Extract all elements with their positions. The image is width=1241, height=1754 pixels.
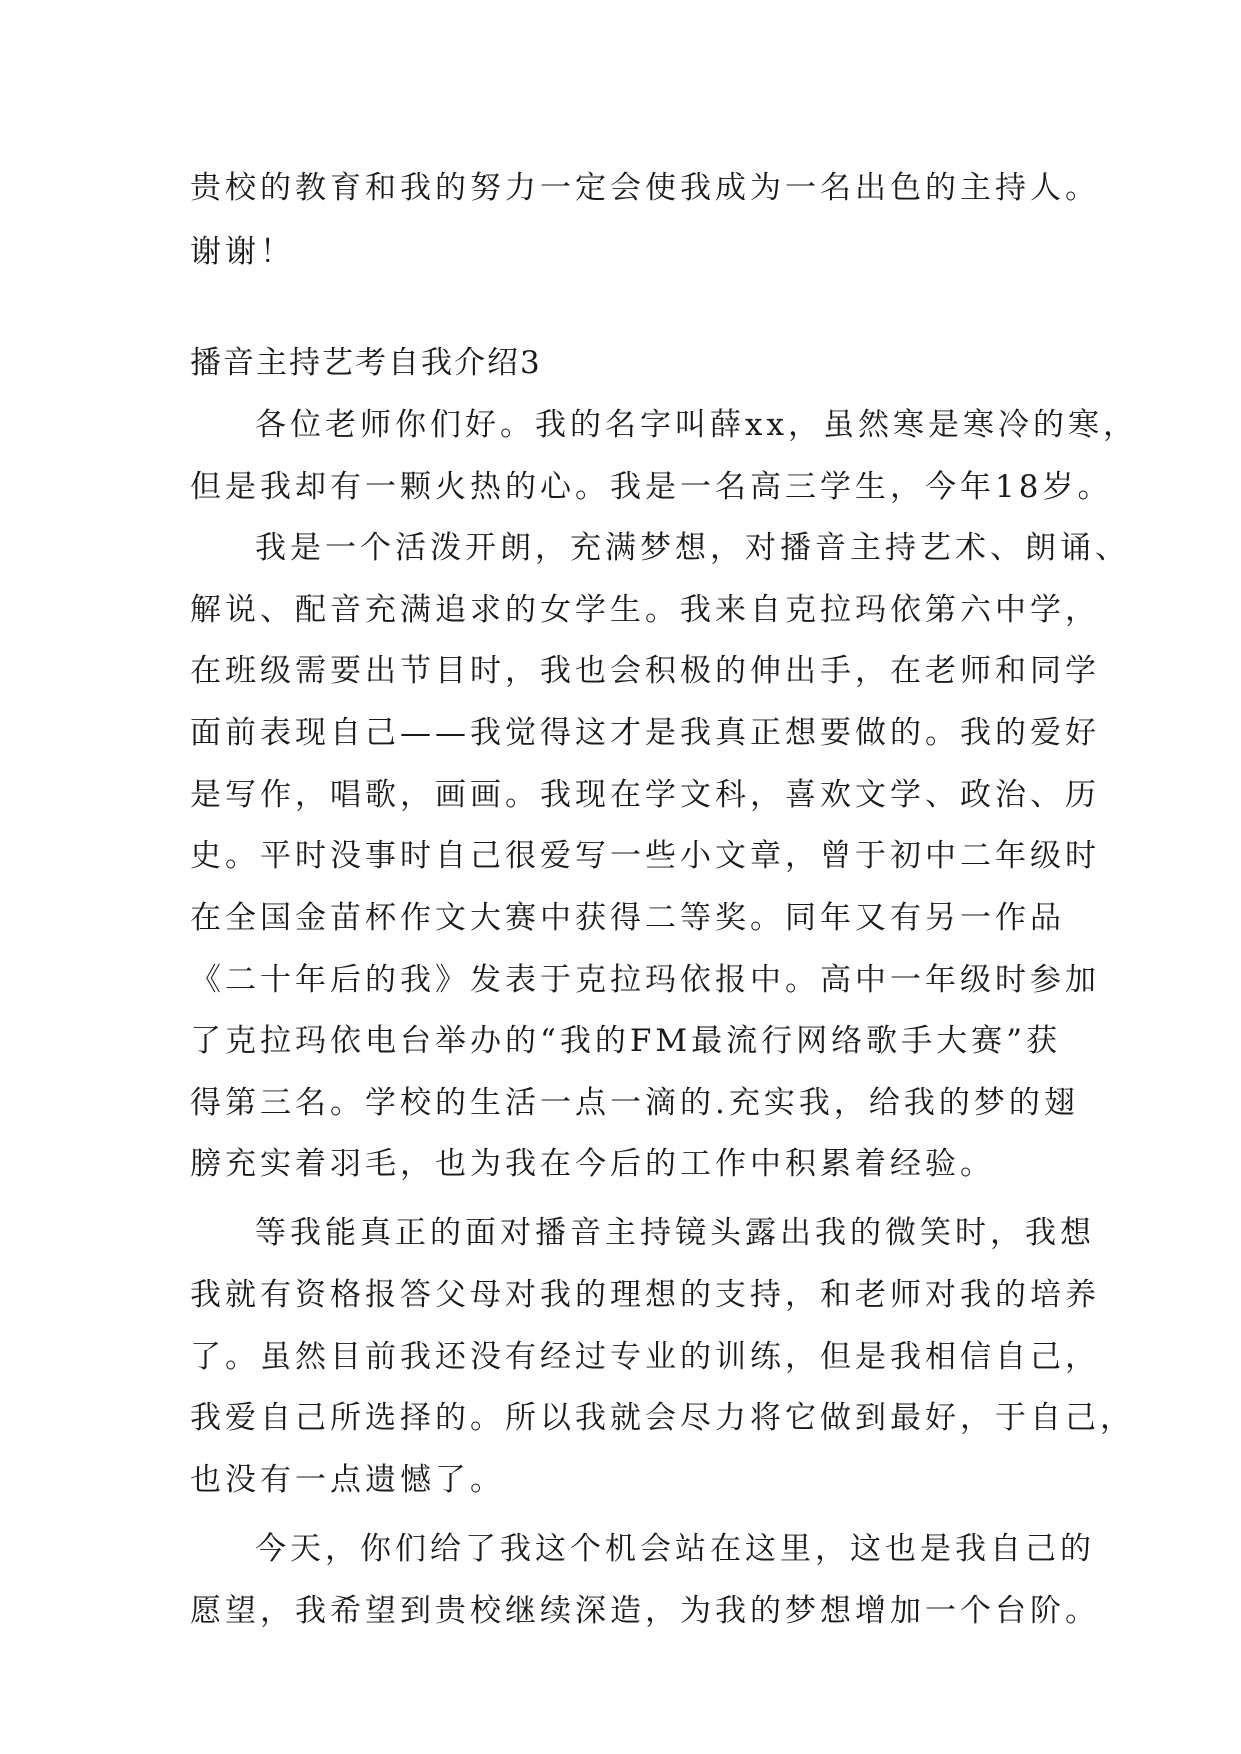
paragraph-line: 我是一个活泼开朗，充满梦想，对播音主持艺术、朗诵、	[255, 530, 1130, 566]
paragraph-line: 贵校的教育和我的努力一定会使我成为一名出色的主持人。	[190, 170, 1100, 206]
paragraph-line: 解说、配音充满追求的女学生。我来自克拉玛依第六中学，	[190, 592, 1100, 628]
paragraph-line: 史。平时没事时自己很爱写一些小文章，曾于初中二年级时	[190, 838, 1100, 874]
section-heading: 播音主持艺考自我介绍3	[190, 345, 542, 381]
paragraph-line: 今天，你们给了我这个机会站在这里，这也是我自己的	[255, 1531, 1095, 1567]
paragraph-line: 了。虽然目前我还没有经过专业的训练，但是我相信自己，	[190, 1339, 1100, 1375]
paragraph-line: 我就有资格报答父母对我的理想的支持，和老师对我的培养	[190, 1277, 1100, 1313]
paragraph-line: 我爱自己所选择的。所以我就会尽力将它做到最好，于自己，	[190, 1400, 1135, 1436]
paragraph-line: 在班级需要出节目时，我也会积极的伸出手，在老师和同学	[190, 653, 1100, 689]
paragraph-line: 各位老师你们好。我的名字叫薛xx，虽然寒是寒冷的寒，	[255, 407, 1138, 443]
paragraph-line: 面前表现自己——我觉得这才是我真正想要做的。我的爱好	[190, 715, 1100, 751]
paragraph-line: 也没有一点遗憾了。	[190, 1462, 505, 1498]
paragraph-line: 了克拉玛依电台举办的“我的FM最流行网络歌手大赛”获	[190, 1023, 1061, 1059]
paragraph-line: 谢谢！	[190, 234, 295, 270]
paragraph-line: 膀充实着羽毛，也为我在今后的工作中积累着经验。	[190, 1146, 995, 1182]
paragraph-line: 得第三名。学校的生活一点一滴的.充实我，给我的梦的翅	[190, 1085, 1079, 1121]
paragraph-line: 愿望，我希望到贵校继续深造，为我的梦想增加一个台阶。	[190, 1593, 1100, 1629]
paragraph-line: 等我能真正的面对播音主持镜头露出我的微笑时，我想	[255, 1215, 1095, 1251]
paragraph-line: 是写作，唱歌，画画。我现在学文科，喜欢文学、政治、历	[190, 777, 1100, 813]
paragraph-line: 但是我却有一颗火热的心。我是一名高三学生，今年18岁。	[190, 469, 1113, 505]
paragraph-line: 《二十年后的我》发表于克拉玛依报中。高中一年级时参加	[190, 962, 1100, 998]
paragraph-line: 在全国金苗杯作文大赛中获得二等奖。同年又有另一作品	[190, 900, 1065, 936]
